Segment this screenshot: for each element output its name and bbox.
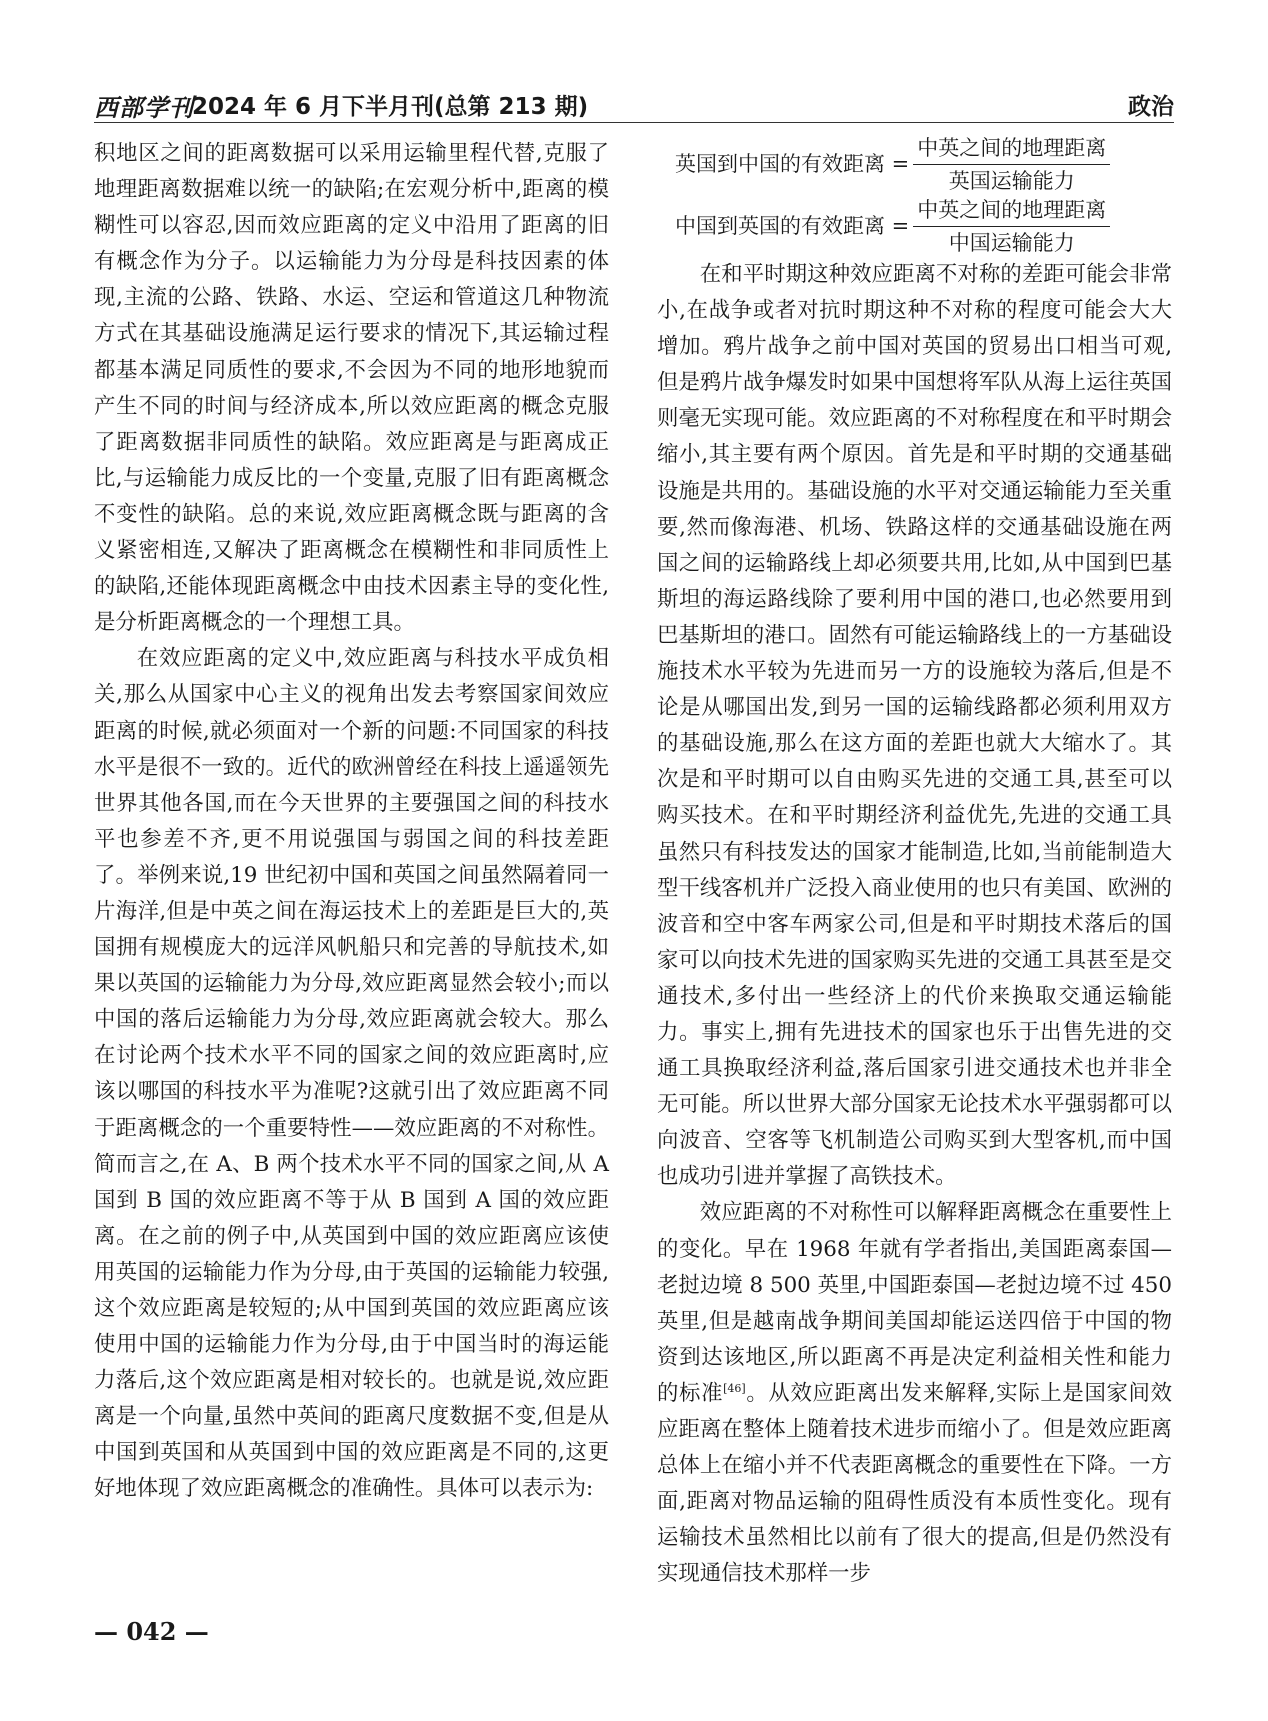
- fraction: [913, 134, 1110, 195]
- paragraph-text: 。从效应距离出发来解释,实际上是国家间效应距离在整体上随着技术进步而缩小了。但是效应距离总体上在缩小并不代表距离概念的重要性在下降。一方面,距离对物品运输的阻碍性质没有本质性变化。现有运输技术虽然相比以前有了很大的提高,但是仍然没有实现通信技术那样一步: [657, 1380, 1172, 1587]
- section-label: 政治: [1128, 94, 1174, 120]
- page-number: — 042 —: [94, 1617, 209, 1646]
- paragraph-text: 效应距离的不对称性可以解释距离概念在重要性上的变化。早在 1968 年就有学者指出,美国距离泰国—老挝边境 8 500 英里,中国距泰国—老挝边境不过 450 英里,但是越南战争期间美国却能运送四倍于中国的物资到达该地区,所以距离不再是决定利益相关性和能力的标准: [657, 1200, 1172, 1406]
- paragraph: [657, 1195, 1172, 1592]
- fraction-denominator: 英国运输能力: [948, 168, 1075, 193]
- formula-lhs: 英国到中国的有效距离 =: [675, 152, 910, 176]
- formula-uk-to-china: [675, 133, 1172, 195]
- fraction-numerator: 中英之间的地理距离: [913, 196, 1110, 227]
- header-rule: [94, 122, 1174, 123]
- paragraph: 在和平时期这种效应距离不对称的差距可能会非常小,在战争或者对抗时期这种不对称的程度可能会大大增加。鸦片战争之前中国对英国的贸易出口相当可观,但是鸦片战争爆发时如果中国想将军队从海上运往英国则毫无实现可能。效应距离的不对称程度在和平时期会缩小,其主要有两个原因。首先是和平时期的交通基础设施是共用的。基础设施的水平对交通运输能力至关重要,然而像海港、机场、铁路这样的交通基础设施在两国之间的运输路线上却必须要共用,比如,从中国到巴基斯坦的海运路线除了要利用中国的港口,也必然要用到巴基斯坦的港口。固然有可能运输路线上的一方基础设施技术水平较为先进而另一方的设施较为落后,但是不论是从哪国出发,到另一国的运输线路都必须利用双方的基础设施,那么在这方面的差距也就大大缩水了。其次是和平时期可以自由购买先进的交通工具,甚至可以购买技术。在和平时期经济利益优先,先进的交通工具虽然只有科技发达的国家才能制造,比如,当前能制造大型干线客机并广泛投入商业使用的也只有美国、欧洲的波音和空中客车两家公司,但是和平时期技术落后的国家可以向技术先进的国家购买先进的交通工具甚至是交通技术,多付出一些经济上的代价来换取交通运输能力。事实上,拥有先进技术的国家也乐于出售先进的交通工具换取经济利益,落后国家引进交通技术也并非全无可能。所以世界大部分国家无论技术水平强弱都可以向波音、空客等飞机制造公司购买到大型客机,而中国也成功引进并掌握了高铁技术。: [657, 262, 1172, 1190]
- fraction-denominator: 中国运输能力: [948, 230, 1075, 255]
- fraction: [913, 196, 1110, 257]
- journal-issue: 2024 年 6 月下半月刊(总第 213 期): [192, 94, 589, 120]
- right-column: [657, 133, 1172, 1592]
- left-column: [94, 136, 609, 1508]
- formula-china-to-uk: [675, 195, 1172, 257]
- citation-ref: [46]: [723, 1381, 746, 1395]
- fraction-numerator: 中英之间的地理距离: [913, 134, 1110, 165]
- paragraph: 在效应距离的定义中,效应距离与科技水平成负相关,那么从国家中心主义的视角出发去考察国家间效应距离的时候,就必须面对一个新的问题:不同国家的科技水平是很不一致的。近代的欧洲曾经在科技上遥遥领先世界其他各国,而在今天世界的主要强国之间的科技水平也参差不齐,更不用说强国与弱国之间的科技差距了。举例来说,19 世纪初中国和英国之间虽然隔着同一片海洋,但是中英之间在海运技术上的差距是巨大的,英国拥有规模庞大的远洋风帆船只和完善的导航技术,如果以英国的运输能力为分母,效应距离显然会较小;而以中国的落后运输能力为分母,效应距离就会较大。那么在讨论两个技术水平不同的国家之间的效应距离时,应该以哪国的科技水平为准呢?这就引出了效应距离不同于距离概念的一个重要特性——效应距离的不对称性。简而言之,在 A、B 两个技术水平不同的国家之间,从 A 国到 B 国的效应距离不等于从 B 国到 A 国的效应距离。在之前的例子中,从英国到中国的效应距离应该使用英国的运输能力作为分母,由于英国的运输能力较强,这个效应距离是较短的;从中国到英国的效应距离应该使用中国的运输能力作为分母,由于中国当时的海运能力落后,这个效应距离是相对较长的。也就是说,效应距离是一个向量,虽然中英间的距离尺度数据不变,但是从中国到英国和从英国到中国的效应距离是不同的,这更好地体现了效应距离概念的准确性。具体可以表示为:: [94, 646, 609, 1502]
- journal-logo: 西部学刊: [94, 93, 194, 122]
- page-header: [94, 86, 1174, 120]
- paragraph: 积地区之间的距离数据可以采用运输里程代替,克服了地理距离数据难以统一的缺陷;在宏观分析中,距离的模糊性可以容忍,因而效应距离的定义中沿用了距离的旧有概念作为分子。以运输能力为分母是科技因素的体现,主流的公路、铁路、水运、空运和管道这几种物流方式在其基础设施满足运行要求的情况下,其运输过程都基本满足同质性的要求,不会因为不同的地形地貌而产生不同的时间与经济成本,所以效应距离的概念克服了距离数据非同质性的缺陷。效应距离是与距离成正比,与运输能力成反比的一个变量,克服了旧有距离概念不变性的缺陷。总的来说,效应距离概念既与距离的含义紧密相连,又解决了距离概念在模糊性和非同质性上的缺陷,还能体现距离概念中由技术因素主导的变化性,是分析距离概念的一个理想工具。: [94, 141, 609, 636]
- formula-lhs: 中国到英国的有效距离 =: [675, 214, 910, 238]
